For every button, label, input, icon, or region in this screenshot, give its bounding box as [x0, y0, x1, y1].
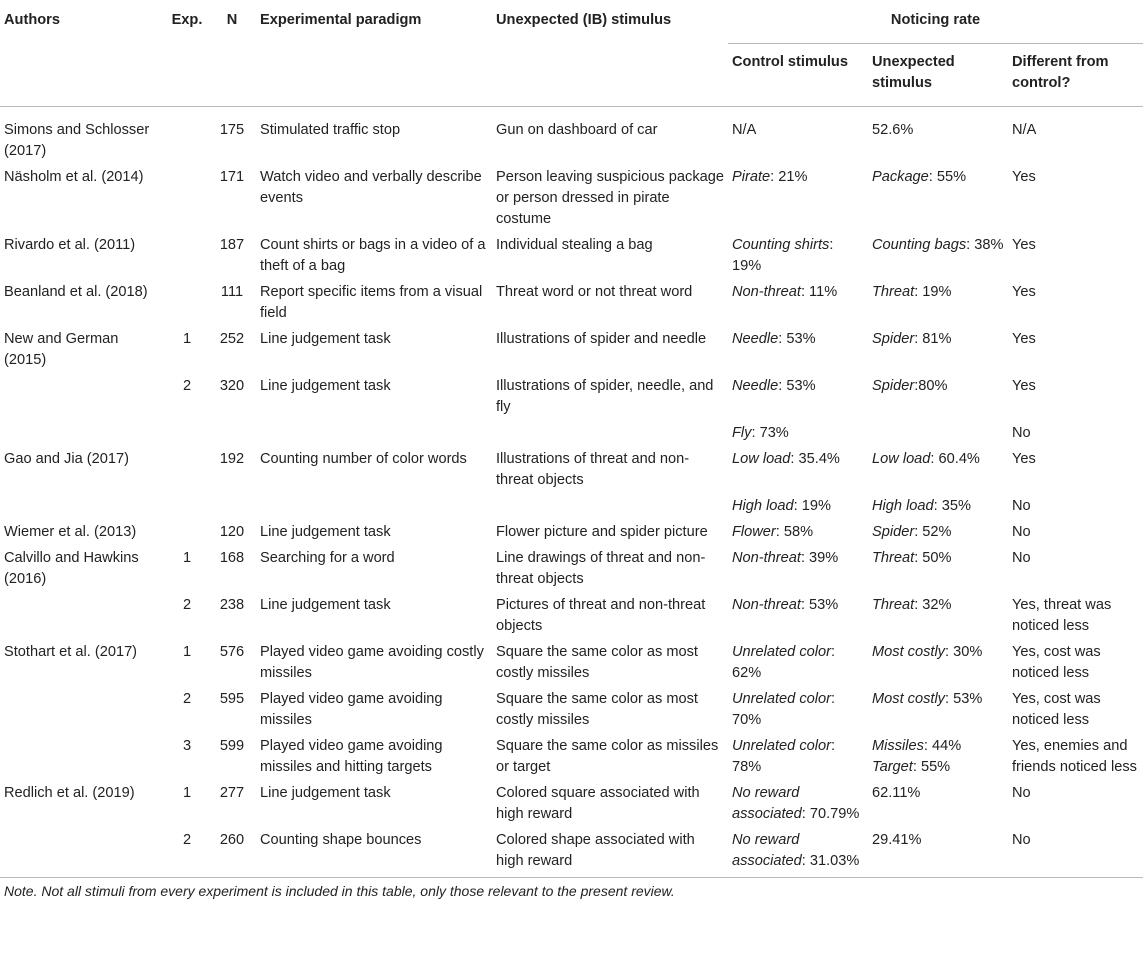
table-row [0, 830, 1143, 878]
cell-exp: 3 [182, 738, 192, 754]
cell-n: 320 [219, 378, 245, 394]
cell-unexpected [868, 642, 1008, 689]
table-row [0, 522, 1143, 548]
cell-control-value: : 78% [732, 738, 836, 775]
table-row [0, 329, 1143, 376]
header-different: Different from control? [1012, 54, 1109, 91]
cell-n: 120 [219, 524, 245, 540]
cell-unexpected-label: High load [872, 498, 934, 514]
cell-stimulus [492, 496, 728, 522]
cell-control [728, 496, 868, 522]
cell-authors [0, 830, 166, 878]
cell-control-value: N/A [732, 122, 757, 138]
cell-unexpected-label: Package [872, 169, 929, 185]
cell-exp [166, 522, 208, 548]
cell-different: Yes [1012, 451, 1036, 467]
cell-n: 187 [219, 237, 245, 253]
cell-unexpected-label: Threat [872, 550, 915, 566]
cell-unexpected-value: : 44% [923, 738, 962, 754]
cell-different: No [1012, 498, 1031, 514]
cell-unexpected-value: : 32% [914, 597, 952, 613]
cell-unexpected-value: : 19% [914, 284, 952, 300]
cell-control-value: : 35.4% [790, 451, 840, 467]
cell-paradigm: Line judgement task [260, 524, 391, 540]
cell-unexpected [868, 548, 1008, 595]
cell-authors: Näsholm et al. (2014) [4, 169, 144, 185]
cell-authors [0, 595, 166, 642]
cell-control-value: : 73% [751, 425, 789, 441]
cell-unexpected-label: Counting bags [872, 237, 967, 253]
header-noticing-rate: Noticing rate [728, 0, 1143, 44]
cell-unexpected-label: Low load [872, 451, 931, 467]
cell-exp: 1 [182, 550, 192, 566]
cell-unexpected-label: Spider [872, 331, 915, 347]
cell-control [728, 423, 868, 449]
cell-different: Yes [1012, 331, 1036, 347]
cell-unexpected [868, 107, 1008, 168]
cell-authors: Redlich et al. (2019) [4, 785, 135, 801]
cell-unexpected [868, 449, 1008, 496]
cell-authors: Rivardo et al. (2011) [4, 237, 136, 253]
cell-n: 111 [220, 284, 244, 300]
table-header [0, 0, 1143, 107]
cell-stimulus: Gun on dashboard of car [496, 122, 658, 138]
cell-control-label: Non-threat [732, 550, 801, 566]
cell-paradigm: Played video game avoiding costly missiles [260, 644, 484, 681]
cell-n: 192 [219, 451, 245, 467]
cell-authors [0, 423, 166, 449]
cell-unexpected-value-2: : 55% [912, 759, 951, 775]
cell-different: No [1012, 832, 1031, 848]
cell-control-label: Flower [732, 524, 776, 540]
header-paradigm: Experimental paradigm [260, 12, 422, 28]
cell-control-label: Non-threat [732, 284, 801, 300]
cell-control-label: Fly [732, 425, 752, 441]
cell-n: 171 [219, 169, 245, 185]
cell-control-value: : 53% [778, 331, 816, 347]
cell-stimulus: Illustrations of spider and needle [496, 331, 707, 347]
cell-unexpected-value: : 50% [914, 550, 952, 566]
cell-unexpected-value: : 30% [944, 644, 983, 660]
cell-different: Yes, enemies and friends noticed less [1012, 738, 1137, 775]
cell-paradigm: Count shirts or bags in a video of a theft of a bag [260, 237, 486, 274]
cell-control [728, 548, 868, 595]
cell-control [728, 689, 868, 736]
cell-control-label: Non-threat [732, 597, 801, 613]
cell-stimulus: Threat word or not threat word [496, 284, 693, 300]
cell-paradigm: Line judgement task [260, 597, 391, 613]
cell-stimulus: Colored square associated with high reward [496, 785, 700, 822]
cell-authors: Gao and Jia (2017) [4, 451, 129, 467]
cell-stimulus: Square the same color as missiles or target [496, 738, 719, 775]
cell-unexpected [868, 783, 1008, 830]
cell-control-value: : 39% [800, 550, 839, 566]
cell-unexpected-value: 29.41% [872, 832, 922, 848]
cell-n: 175 [219, 122, 245, 138]
cell-authors [0, 496, 166, 522]
cell-n: 168 [219, 550, 245, 566]
cell-exp [166, 167, 208, 235]
cell-unexpected-value: : 53% [944, 691, 983, 707]
cell-unexpected [868, 496, 1008, 522]
cell-n: 595 [219, 691, 245, 707]
cell-unexpected [868, 689, 1008, 736]
cell-paradigm: Line judgement task [260, 331, 391, 347]
cell-exp: 2 [182, 691, 192, 707]
cell-control-value: : 70.79% [801, 806, 860, 822]
cell-different: N/A [1012, 122, 1037, 138]
cell-authors: Calvillo and Hawkins (2016) [4, 550, 139, 587]
cell-paradigm: Stimulated traffic stop [260, 122, 401, 138]
table-row [0, 107, 1143, 168]
cell-stimulus: Person leaving suspicious package or person dressed in pirate costume [496, 169, 724, 227]
table-row [0, 423, 1143, 449]
table-row [0, 376, 1143, 423]
cell-unexpected [868, 522, 1008, 548]
cell-exp [166, 282, 208, 329]
cell-control [728, 642, 868, 689]
cell-control-value: : 70% [732, 691, 836, 728]
cell-unexpected-value: : 35% [933, 498, 971, 514]
cell-exp [166, 449, 208, 496]
cell-control [728, 107, 868, 168]
table-row [0, 783, 1143, 830]
cell-control [728, 595, 868, 642]
cell-different: No [1012, 785, 1031, 801]
cell-control-label: Needle [732, 378, 779, 394]
cell-exp: 1 [182, 331, 192, 347]
cell-unexpected-value: : 38% [966, 237, 1004, 253]
cell-control-label: Pirate [732, 169, 771, 185]
cell-exp: 2 [182, 597, 192, 613]
cell-exp: 2 [182, 378, 192, 394]
cell-control [728, 830, 868, 878]
cell-different: No [1012, 550, 1031, 566]
cell-different: Yes [1012, 169, 1036, 185]
cell-unexpected-value: : 52% [914, 524, 952, 540]
cell-authors [0, 689, 166, 736]
cell-control-value: : 53% [778, 378, 816, 394]
cell-control-value: : 21% [770, 169, 808, 185]
cell-n: 252 [219, 331, 245, 347]
cell-exp: 1 [182, 644, 192, 660]
cell-stimulus: Illustrations of threat and non-threat objects [496, 451, 690, 488]
cell-control [728, 449, 868, 496]
cell-unexpected-label-2: Target [872, 759, 913, 775]
cell-unexpected-label: Missiles [872, 738, 924, 754]
cell-unexpected-label: Most costly [872, 644, 945, 660]
cell-unexpected-value: : 81% [914, 331, 952, 347]
cell-control-label: Unrelated color [732, 691, 831, 707]
cell-paradigm: Counting number of color words [260, 451, 467, 467]
cell-paradigm: Counting shape bounces [260, 832, 422, 848]
table-row [0, 689, 1143, 736]
cell-control [728, 736, 868, 783]
cell-unexpected-value: : 60.4% [930, 451, 980, 467]
cell-paradigm: Line judgement task [260, 785, 391, 801]
cell-authors: Stothart et al. (2017) [4, 644, 138, 660]
cell-authors: New and German (2015) [4, 331, 119, 368]
cell-exp: 1 [182, 785, 192, 801]
cell-authors [0, 376, 166, 423]
cell-unexpected-value: :80% [914, 378, 948, 394]
cell-control [728, 282, 868, 329]
cell-paradigm: Report specific items from a visual field [260, 284, 483, 321]
table-row [0, 496, 1143, 522]
cell-stimulus: Square the same color as most costly missiles [496, 691, 698, 728]
cell-control [728, 376, 868, 423]
cell-control [728, 167, 868, 235]
cell-n: 277 [219, 785, 245, 801]
cell-unexpected-value: 62.11% [872, 785, 921, 801]
cell-authors: Wiemer et al. (2013) [4, 524, 137, 540]
header-n: N [226, 12, 238, 28]
cell-control-label: No reward associated [732, 832, 802, 869]
cell-stimulus: Colored shape associated with high reward [496, 832, 695, 869]
header-control: Control stimulus [732, 54, 848, 70]
cell-unexpected-label: Spider [872, 378, 915, 394]
cell-control-label: Unrelated color [732, 644, 831, 660]
cell-unexpected [868, 736, 1008, 783]
cell-n: 260 [219, 832, 245, 848]
cell-authors: Beanland et al. (2018) [4, 284, 148, 300]
cell-n: 576 [219, 644, 245, 660]
cell-control-value: : 31.03% [801, 853, 860, 869]
cell-unexpected [868, 376, 1008, 423]
cell-n: 599 [219, 738, 245, 754]
cell-paradigm: Watch video and verbally describe events [260, 169, 482, 206]
cell-control-label: Counting shirts [732, 237, 830, 253]
cell-control [728, 235, 868, 282]
cell-paradigm: Played video game avoiding missiles [260, 691, 443, 728]
cell-paradigm: Searching for a word [260, 550, 395, 566]
cell-unexpected-label: Most costly [872, 691, 945, 707]
cell-n [208, 423, 256, 449]
table-row [0, 736, 1143, 783]
header-unexpected: Unexpected stimulus [872, 54, 955, 91]
cell-stimulus: Pictures of threat and non-threat objects [496, 597, 706, 634]
cell-unexpected [868, 282, 1008, 329]
cell-control-value: : 19% [793, 498, 831, 514]
cell-control-label: High load [732, 498, 794, 514]
cell-different: Yes, cost was noticed less [1012, 644, 1101, 681]
cell-different: Yes, threat was noticed less [1012, 597, 1112, 634]
cell-stimulus: Line drawings of threat and non-threat objects [496, 550, 706, 587]
cell-different: Yes [1012, 237, 1036, 253]
cell-paradigm: Played video game avoiding missiles and hitting targets [260, 738, 443, 775]
cell-n [208, 496, 256, 522]
cell-control [728, 522, 868, 548]
cell-unexpected [868, 167, 1008, 235]
cell-n: 238 [219, 597, 245, 613]
cell-paradigm: Line judgement task [260, 378, 391, 394]
cell-unexpected-label: Spider [872, 524, 915, 540]
table-body [0, 107, 1143, 878]
cell-control-label: Needle [732, 331, 779, 347]
header-stimulus: Unexpected (IB) stimulus [496, 12, 672, 28]
cell-exp [166, 496, 208, 522]
cell-unexpected [868, 830, 1008, 878]
cell-control-value: : 11% [800, 284, 838, 300]
cell-different: No [1012, 524, 1031, 540]
table-row [0, 167, 1143, 235]
table-row [0, 449, 1143, 496]
table-row [0, 235, 1143, 282]
cell-unexpected-value: : 55% [928, 169, 967, 185]
cell-unexpected-value: 52.6% [872, 122, 914, 138]
table-row [0, 642, 1143, 689]
cell-authors: Simons and Schlosser (2017) [4, 122, 150, 159]
cell-unexpected [868, 329, 1008, 376]
cell-control-value: : 53% [800, 597, 839, 613]
table-row [0, 548, 1143, 595]
cell-exp: 2 [182, 832, 192, 848]
cell-exp [166, 235, 208, 282]
cell-different: No [1012, 425, 1031, 441]
header-exp: Exp. [171, 12, 203, 28]
cell-unexpected-label: Threat [872, 597, 915, 613]
table-row [0, 282, 1143, 329]
cell-exp [166, 107, 208, 168]
cell-authors [0, 736, 166, 783]
cell-paradigm [256, 423, 492, 449]
cell-control-label: No reward associated [732, 785, 802, 822]
cell-unexpected-label: Threat [872, 284, 915, 300]
header-authors: Authors [4, 12, 60, 28]
table-row [0, 595, 1143, 642]
cell-paradigm [256, 496, 492, 522]
cell-unexpected [868, 595, 1008, 642]
cell-stimulus: Illustrations of spider, needle, and fly [496, 378, 714, 415]
cell-control-value: : 58% [775, 524, 814, 540]
cell-control-value: : 19% [732, 237, 834, 274]
cell-exp [166, 423, 208, 449]
cell-stimulus [492, 423, 728, 449]
cell-stimulus: Flower picture and spider picture [496, 524, 708, 540]
cell-control [728, 783, 868, 830]
cell-control-label: Unrelated color [732, 738, 831, 754]
cell-unexpected [868, 235, 1008, 282]
cell-different: Yes, cost was noticed less [1012, 691, 1101, 728]
cell-control-label: Low load [732, 451, 791, 467]
cell-stimulus: Individual stealing a bag [496, 237, 653, 253]
cell-different: Yes [1012, 378, 1036, 394]
cell-unexpected [868, 423, 1008, 449]
cell-stimulus: Square the same color as most costly missiles [496, 644, 698, 681]
cell-different: Yes [1012, 284, 1036, 300]
cell-control [728, 329, 868, 376]
cell-control-value: : 62% [732, 644, 836, 681]
table-note: Note. Not all stimuli from every experiment is included in this table, only those relevant to the present review. [4, 883, 675, 899]
